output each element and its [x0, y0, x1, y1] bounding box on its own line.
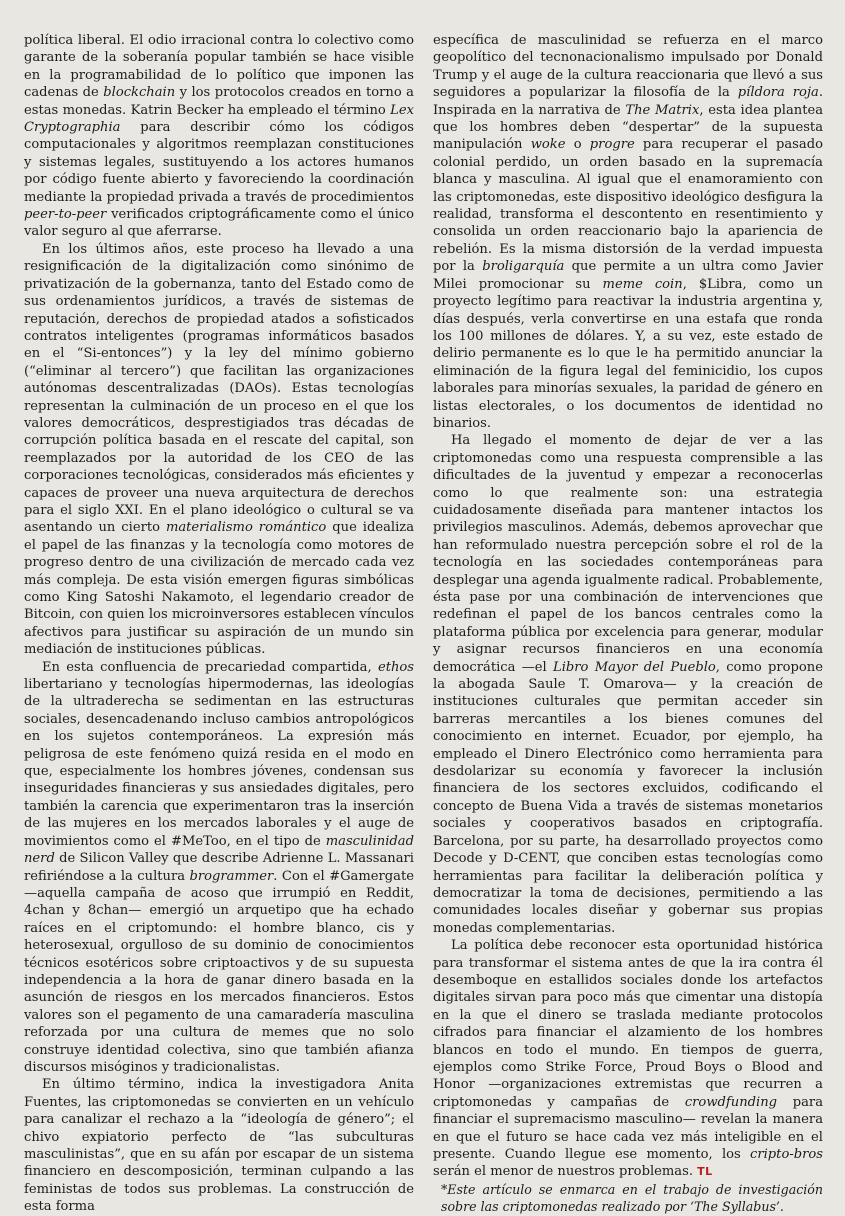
text-run: política liberal. El odio irracional contra lo colectivo como garante de la soberanía popular también se hace visible en la programabilidad de lo político que imponen las cadenas de: [24, 33, 414, 101]
text-run: verificados criptográficamente como el único valor seguro al que aferrarse.: [24, 207, 414, 240]
article-footnote: [433, 1181, 823, 1215]
text-run: En esta confluencia de precariedad compartida,: [42, 659, 378, 675]
paragraph: [24, 659, 414, 1077]
text-run: para recuperar el pasado colonial perdido, un orden basado en la supremacía blanca y masculina. Al igual que el enamoramiento con las criptomonedas, este dispositivo ideológico desfigura la realidad, transforma el descontento en resentimiento y consolida un orden reaccionario bajo la apariencia de rebelión. Es la misma distorsión de la verdad impuesta por la: [433, 137, 823, 275]
paragraph: [24, 32, 414, 241]
text-run: , como propone la abogada Saule T. Omarova— y la creación de instituciones culturales que permitan acceder sin barreras mercantiles a los bienes comunes del conocimiento en internet. Ecuador, por ejemplo, ha empleado el Dinero Electrónico como herramienta para desdolarizar su economía y favorecer la inclusión financiera de los sectores excluidos, codificando el concepto de Buena Vida a través de sistemas monetarios sociales y cooperativos basados en criptografía. Barcelona, por su parte, ha desarrollado proyectos como Decode y D-CENT, que conciben estas tecnologías como herramientas para facilitar la deliberación política y democratizar la toma de decisiones, permitiendo a las comunidades locales diseñar y gobernar sus propias monedas complementarias.: [433, 659, 823, 936]
right-column-body: [433, 32, 823, 1181]
italic-term: crowdfunding: [684, 1094, 778, 1110]
italic-term: píldora roja: [737, 85, 819, 101]
left-column: [24, 32, 414, 1216]
text-run: . Inspirada en la narrativa de: [433, 85, 823, 118]
text-run: serán el menor de nuestros problemas.: [433, 1164, 698, 1180]
text-run: específica de masculinidad se refuerza en el marco geopolítico del tecnonacionalismo impulsado por Donald Trump y el auge de la cultura reaccionaria que llevó a sus seguidores a popularizar la filosofía de la: [433, 33, 823, 101]
article-columns: [24, 32, 823, 1216]
text-run: En los últimos años, este proceso ha llevado a una resignificación de la digitalización como sinónimo de privatización de la gobernanza, tanto del Estado como de sus ordenamientos jurídicos, a través de sistemas de reputación, derechos de propiedad atados a sofisticados contratos inteligentes (programas informáticos basados en el “Si-entonces”) y la ley del mínimo gobierno (“eliminar al tercero”) que facilitan las organizaciones autónomas descentralizadas (DAOs). Estas tecnologías representan la culminación de un proceso en el que los valores democráticos, desprestigiados tras décadas de corrupción política basada en el rescate del capital, son reemplazados por la autoridad de los CEO de las corporaciones tecnológicas, considerados más eficientes y capaces de proveer una nueva arquitectura de derechos para el siglo XXI. En el plano ideológico o cultural se va asentando un cierto: [24, 241, 414, 536]
italic-term: The Matrix: [625, 102, 700, 118]
text-run: *Este artículo se enmarca en el trabajo de investigación sobre las criptomonedas realizado por ‘The Syllabus’.: [441, 1181, 823, 1214]
italic-term: progre: [589, 137, 635, 153]
italic-term: broligarquía: [482, 259, 565, 275]
text-run: . Con el #Gamergate —aquella campaña de acoso que irrumpió en Reddit, 4chan y 8chan— emergió un arquetipo que ha echado raíces en el criptomundo: el hombre blanco, cis y heterosexual, orgulloso de su dominio de conocimientos técnicos esotéricos sobre criptoactivos y de su supuesta independencia a la hora de ganar dinero basada en la asunción de riesgos en los mercados financieros. Estos valores son el pegamento de una camaradería masculina reforzada por una cultura de memes que no solo construye identidad colectiva, sino que también afianza discursos misóginos y tradicionalistas.: [24, 868, 414, 1075]
text-run: de Silicon Valley que describe Adrienne L. Massanari refiriéndose a la cultura: [24, 851, 414, 884]
italic-term: woke: [530, 137, 566, 153]
italic-term: peer-to-peer: [24, 207, 107, 223]
paragraph: [433, 937, 823, 1181]
text-run: o: [565, 137, 590, 153]
text-run: libertariano y tecnologías hipermodernas, las ideologías de la ultraderecha se sedimentan en las estructuras sociales, desencadenando incluso cambios antropológicos en los sujetos contemporáneos. La expresión más peligrosa de este fenómeno quizá resida en el modo en que, especialmente los hombres jóvenes, condensan sus inseguridades financieras y sus ansiedades digitales, pero también la carencia que experimentaron tras la inserción de las mujeres en los mercados laborales y el auge de movimientos como el #MeToo, en el tipo de: [24, 677, 414, 849]
italic-term: blockchain: [103, 85, 176, 101]
paragraph: [433, 432, 823, 937]
paragraph: [24, 241, 414, 659]
right-column: [433, 32, 823, 1216]
text-run: que permite a un ultra como Javier Milei promocionar su: [433, 259, 823, 292]
text-run: y los protocolos creados en torno a estas monedas. Katrin Becker ha empleado el término: [24, 85, 414, 118]
text-run: , esta idea plantea que los hombres deben “despertar” de la supuesta manipulación: [433, 102, 824, 153]
italic-term: brogrammer: [189, 868, 274, 884]
text-run: para describir cómo los códigos computacionales y algoritmos reemplazan constituciones y sistemas legales, sustituyendo a los actores humanos por código fuente abierto y favoreciendo la coordinación mediante la propiedad privada a través de procedimientos: [24, 120, 414, 205]
italic-term: materialismo romántico: [165, 520, 327, 536]
text-run: En último término, indica la investigadora Anita Fuentes, las criptomonedas se convierten en un vehículo para canalizar el rechazo a la “ideología de género”; el chivo expiatorio perfecto de “las subculturas masculinistas”, que en su afán por escapar de un sistema financiero en descomposición, terminan culpando a las feministas de todos sus problemas. La construcción de esta forma: [24, 1077, 414, 1215]
italic-term: masculinidad nerd: [24, 833, 414, 867]
text-run: que idealiza el papel de las finanzas y la tecnología como motores de progreso dentro de una civilización de mercado cada vez más compleja. De esta visión emergen figuras simbólicas como King Satoshi Nakamoto, el legendario creador de Bitcoin, con quien los microinversores establecen vínculos afectivos para justificar su aspiración de un mundo sin mediación de instituciones públicas.: [24, 520, 415, 658]
text-run: La política debe reconocer esta oportunidad histórica para transformar el sistema antes de que la ira contra él desemboque en estallidos sociales donde los artefactos digitales sirvan para poco más que cimentar una distopía en la que el dinero se traslada mediante protocolos cifrados para financiar el alzamiento de los hombres blancos en todo el mundo. En tiempos de guerra, ejemplos como Strike Force, Proud Boys o Blood and Honor —organizaciones extremistas que recurren a criptomonedas y campañas de: [433, 938, 823, 1110]
author-signature: TL: [697, 1165, 713, 1179]
paragraph: [433, 32, 823, 432]
italic-term: Libro Mayor del Pueblo: [553, 659, 716, 675]
text-run: , $Libra, como un proyecto legítimo para reactivar la industria argentina y, días después, verla convertirse en una estafa que ronda los 100 millones de dólares. Y, a su vez, este estado de delirio permanente es lo que le ha permitido anunciar la eliminación de la figura legal del feminicidio, los cupos laborales para minorías sexuales, la paridad de género en listas electorales, o los documentos de identidad no binarios.: [433, 276, 823, 431]
paragraph: [24, 1076, 414, 1215]
italic-term: meme coin: [602, 276, 683, 292]
text-run: Ha llegado el momento de dejar de ver a las criptomonedas como una respuesta comprensible a las dificultades de la juventud y empezar a reconocerlas como lo que realmente son: una estrategia cuidadosamente diseñada para mantener intactos los privilegios masculinos. Además, debemos aprovechar que han reformulado nuestra percepción sobre el rol de la tecnología en las sociedades contemporáneas para desplegar una agenda igualmente radical. Probablemente, ésta pase por una combinación de intervenciones que redefinan el papel de los bancos centrales como la plataforma pública por excelencia para generar, modular y asignar recursos financieros en una economía democrática —el: [433, 433, 823, 675]
italic-term: cripto-bros: [750, 1147, 823, 1162]
text-run: para financiar el supremacismo masculino— revelan la manera en que el futuro se hace cada vez más inteligible en el presente. Cuando llegue ese momento, los: [433, 1094, 823, 1162]
italic-term: ethos: [377, 659, 414, 675]
italic-term: Lex Cryptographia: [24, 102, 414, 136]
